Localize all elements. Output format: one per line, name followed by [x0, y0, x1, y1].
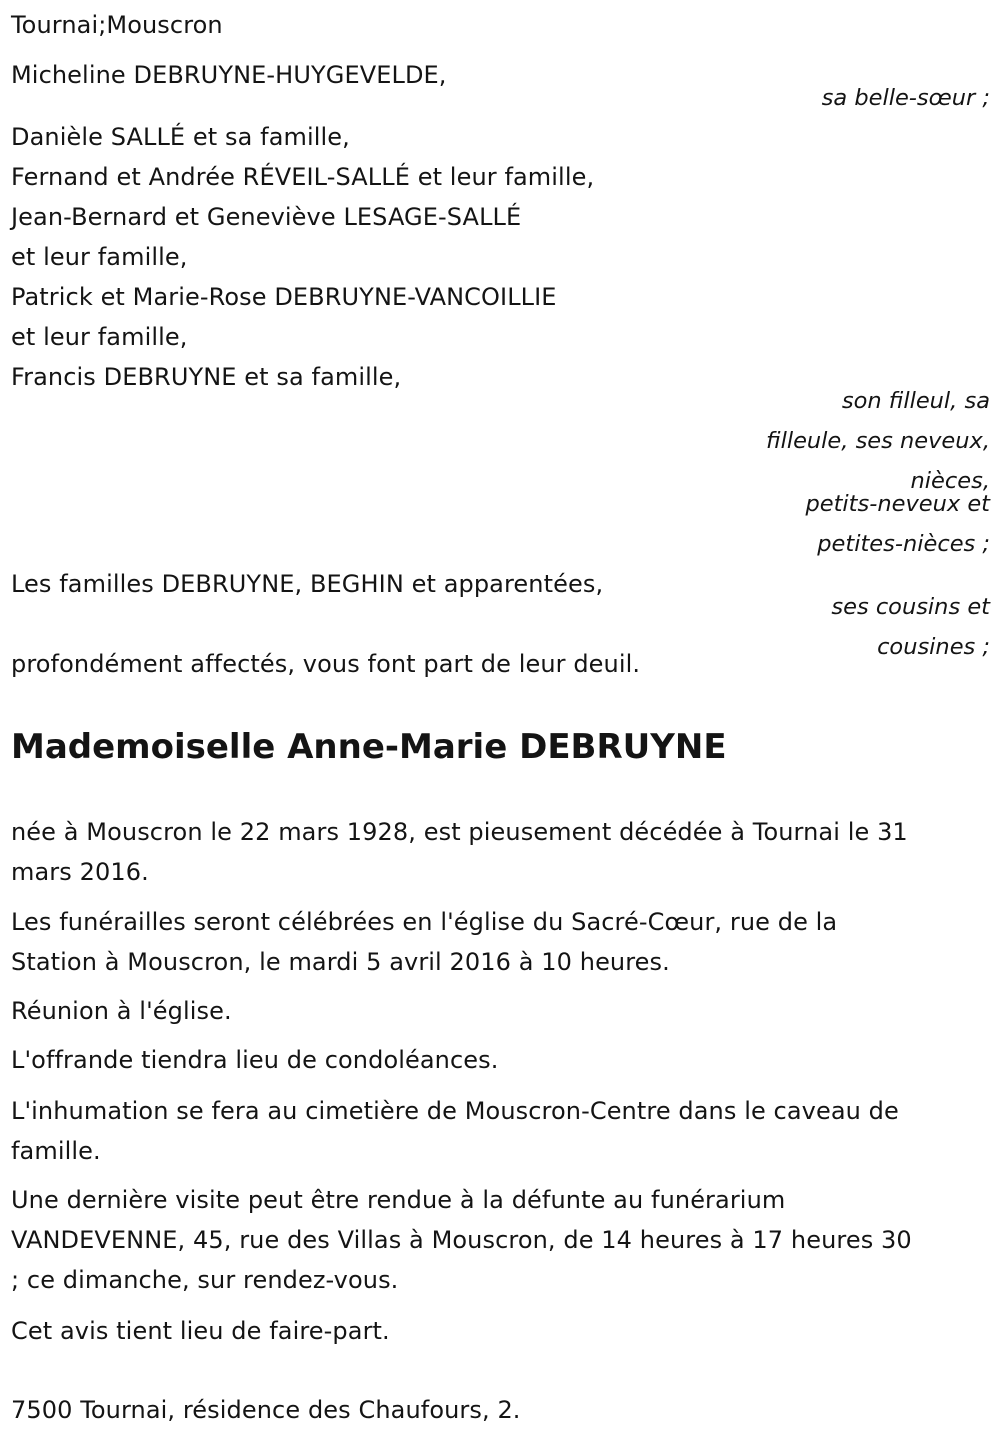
sister-in-law-relation: sa belle-sœur ;: [821, 85, 990, 111]
family-line: Patrick et Marie-Rose DEBRUYNE-VANCOILLIE: [11, 283, 557, 311]
body-line: mars 2016.: [11, 858, 149, 886]
deceased-name: Mademoiselle Anne-Marie DEBRUYNE: [11, 727, 727, 767]
closing-line: profondément affectés, vous font part de leur deuil.: [11, 650, 641, 678]
nephews-relation-line: son filleul, sa: [841, 388, 990, 414]
body-line: Les funérailles seront célébrées en l'église du Sacré-Cœur, rue de la: [11, 908, 838, 936]
body-line: L'inhumation se fera au cimetière de Mouscron-Centre dans le caveau de: [11, 1097, 899, 1125]
body-line: famille.: [11, 1137, 101, 1165]
nephews-relation-line: filleule, ses neveux,: [766, 428, 990, 454]
address-line: 7500 Tournai, résidence des Chaufours, 2.: [11, 1396, 521, 1424]
family-line: Jean-Bernard et Geneviève LESAGE-SALLÉ: [11, 203, 522, 231]
family-line: et leur famille,: [11, 243, 188, 271]
body-line: Cet avis tient lieu de faire-part.: [11, 1317, 390, 1345]
body-line: Une dernière visite peut être rendue à la défunte au funérarium: [11, 1186, 786, 1214]
family-line: Francis DEBRUYNE et sa famille,: [11, 363, 402, 391]
body-line: VANDEVENNE, 45, rue des Villas à Mouscron, de 14 heures à 17 heures 30: [11, 1226, 912, 1254]
nephews-relation-line: nièces,: [910, 468, 990, 494]
family-line: Danièle SALLÉ et sa famille,: [11, 123, 350, 151]
sister-in-law-name: Micheline DEBRUYNE-HUYGEVELDE,: [11, 61, 447, 89]
cousins-relation-line: cousines ;: [877, 634, 990, 660]
cousins-relation-line: ses cousins et: [831, 594, 990, 620]
body-line: ; ce dimanche, sur rendez-vous.: [11, 1266, 399, 1294]
family-line: Fernand et Andrée RÉVEIL-SALLÉ et leur famille,: [11, 163, 595, 191]
nephews-relation-line: petits-neveux et: [805, 491, 990, 517]
body-line: Réunion à l'église.: [11, 997, 232, 1025]
family-line: et leur famille,: [11, 323, 188, 351]
cousins-name: Les familles DEBRUYNE, BEGHIN et apparentées,: [11, 570, 604, 598]
nephews-relation-line: petites-nièces ;: [817, 531, 990, 557]
body-line: née à Mouscron le 22 mars 1928, est pieusement décédée à Tournai le 31: [11, 818, 908, 846]
body-line: Station à Mouscron, le mardi 5 avril 2016 à 10 heures.: [11, 948, 670, 976]
body-line: L'offrande tiendra lieu de condoléances.: [11, 1046, 499, 1074]
location-header: Tournai;Mouscron: [11, 11, 223, 39]
